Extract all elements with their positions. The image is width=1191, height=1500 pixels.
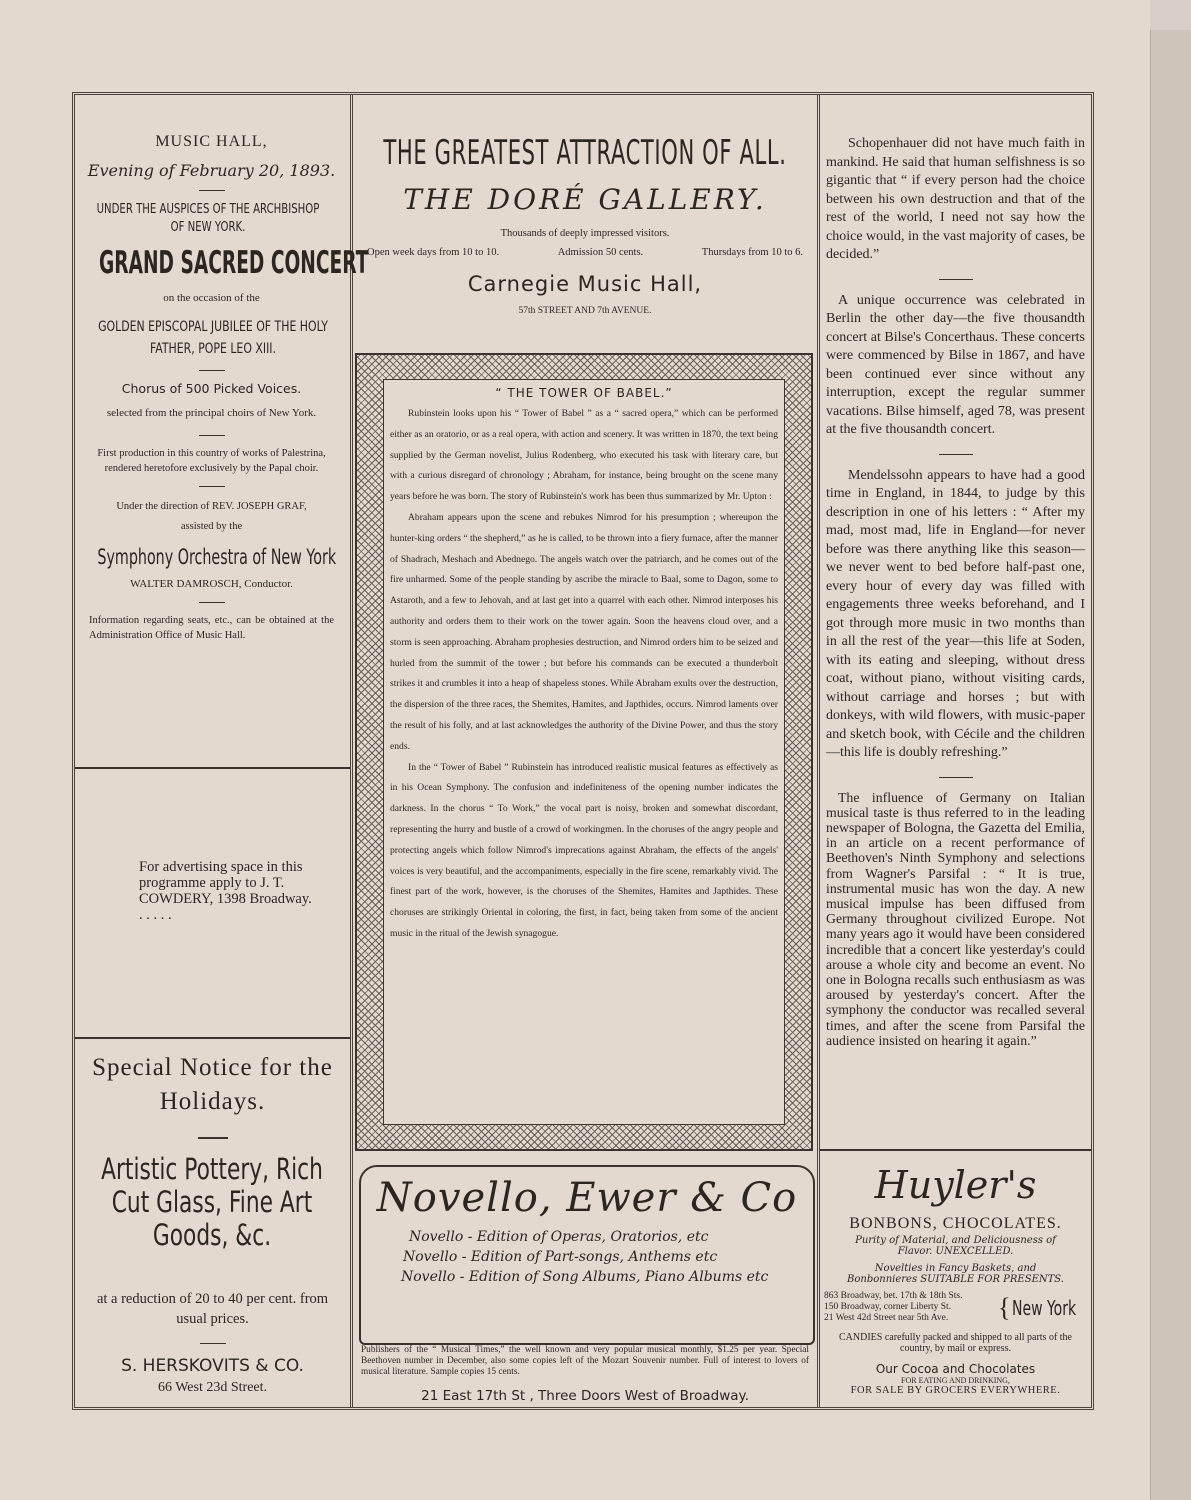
orchestra: Symphony Orchestra of New York: [97, 545, 337, 569]
advertising-notice: For advertising space in this programme apply to J. T. COWDERY, 1398 Broadway. . . . . .: [139, 859, 312, 923]
huyler-candies: CANDIES carefully packed and shipped to all parts of the country, by mail or express.: [839, 1332, 1072, 1354]
tower-paragraph-3: In the “ Tower of Babel ” Rubinstein has introduced realistic musical features as effectively as in his Ocean Symphony. The confusion and indefiniteness of the opening number indicates the darkness. In the chorus “ To Work,” the vocal part is noisy, broken and somewhat discordant, representing the hurry and bustle of a crowd of workingmen. In the choruses of the angry people and protecting angels which follow Nimrod's imprecations against Abraham, the effects of the angels' voices is very beautiful, and the accompaniments, especially in the fire scene, remarkably vivid. The finest part of the work, however, is the choruses of the Shemites, Hamites and Japthides. These choruses are strikingly Oriental in coloring, the first, in fact, being taken from some of the ancient music in the ritual of the Jewish synagogue.: [390, 761, 778, 939]
novello-line-3: Novello - Edition of Song Albums, Piano Albums etc: [401, 1269, 769, 1285]
dore-visitors: Thousands of deeply impressed visitors.: [500, 228, 670, 239]
occasion: on the occasion of the: [163, 292, 260, 304]
dore-gallery: THE DORÉ GALLERY.: [403, 183, 767, 216]
chorus: Chorus of 500 Picked Voices.: [121, 381, 302, 396]
huyler-city: New York: [1012, 1295, 1077, 1320]
pottery-ad: Artistic Pottery, Rich Cut Glass, Fine Art Goods, &c.: [101, 1152, 323, 1252]
novello-ad: [359, 1165, 815, 1345]
tower-title: “ THE TOWER OF BABEL.”: [495, 386, 673, 400]
first-production: First production in this country of works of Palestrina, rendered heretofore exclusively by the Papal choir.: [97, 448, 326, 474]
information: Information regarding seats, etc., can be obtained at the Administration Office of Music Hall.: [89, 615, 334, 641]
herskovits-address: 66 West 23d Street.: [157, 1380, 268, 1395]
herskovits: S. HERSKOVITS & CO.: [121, 1356, 304, 1376]
novello-name: Novello, Ewer & Co: [376, 1175, 798, 1221]
left-column: [75, 95, 369, 1407]
dore-admission: Admission 50 cents.: [557, 247, 644, 258]
page-frame: [72, 92, 1094, 1410]
dore-hours: Open week days from 10 to 10.: [367, 247, 500, 258]
concert-date: Evening of February 20, 1893.: [87, 161, 336, 180]
direction: Under the direction of REV. JOSEPH GRAF, assisted by the: [116, 501, 307, 532]
next-page-edge: [1150, 30, 1191, 1500]
mendelssohn: Mendelssohn appears to have had a good time in England, in 1844, to judge by this description in one of his letters : “ After my mad, most mad, life in England—for never before was there anything like this season—we never went to bed before half-past one, every hour of every day was filled with engagements three weeks beforehand, and I got through more music in two months than in all the rest of the year—this life at Soden, with its eating and sleeping, without dress coat, without piano, without visiting cards, without carriage and horses ; but with donkeys, with wild flowers, with music-paper and sketch book, with Cécile and the children—this life is doubly refreshing.”: [826, 467, 1085, 760]
bilse-concert: A unique occurrence was celebrated in Berlin the other day—the five thousandth concert at Bilse's Concerthaus. These concerts were commenced by Bilse in 1867, and have been continued ever since without any interruption, except the regular summer vacations. Bilse himself, aged 78, was present at the five thousandth concert.: [826, 292, 1085, 437]
germany-italy: The influence of Germany on Italian musical taste is thus referred to in the leading newspaper of Bologna, the Gazetta del Emilia, in an article on a recent performance of Beethoven's Ninth Symphony and selections from Wagner's Parsifal : “ It is true, instrumental music has won the day. A new musical impulse has been diffused from Germany throughout civilized Europe. Not many years ago it would have been considered incredible that a concert like yesterday's could arouse a whole city and become an event. No one in Bologna recalls such enthusiasm as was aroused by yesterday's concert. After the symphony the conductor was recalled several times, and after the scene from Parsifal the audience insisted on hearing it again.”: [826, 789, 1085, 1048]
tower-paragraph-1: Rubinstein looks upon his “ Tower of Babel ” as a “ sacred opera,” which can be performed either as an oratorio, or as a real opera, with action and scenery. It was written in 1870, the text being supplied by the German novelist, Julius Rodenberg, who executed his task with literary care, but with a curious disregard of chronology ; Abraham, for instance, being brought on the scene many years before he was born. The story of Rubinstein's work has been thus summarized by Mr. Upton :: [390, 408, 778, 503]
novello-address: 21 East 17th St , Three Doors West of Broadway.: [421, 1388, 749, 1404]
venue: MUSIC HALL,: [155, 133, 268, 150]
novello-line-1: Novello - Edition of Operas, Oratorios, etc: [409, 1229, 709, 1245]
tower-of-babel-box: [355, 353, 813, 1151]
center-column: [353, 95, 817, 1407]
concert-title: GRAND SACRED CONCERT: [98, 245, 369, 281]
choirs: selected from the principal choirs of New York.: [106, 407, 317, 419]
dore-thursdays: Thursdays from 10 to 6.: [701, 247, 803, 258]
carnegie-hall: Carnegie Music Hall,: [467, 272, 703, 296]
holiday-notice: Special Notice for the Holidays.: [92, 1054, 333, 1115]
carnegie-street: 57th STREET AND 7th AVENUE.: [518, 306, 652, 316]
novello-line-2: Novello - Edition of Part-songs, Anthems etc: [403, 1249, 718, 1265]
auspices: UNDER THE AUSPICES OF THE ARCHBISHOP OF NEW YORK.: [96, 202, 320, 235]
right-column: Schopenhauer did not have much faith in mankind. He said that human selfishness is so gigantic that “ if every person had the choice between his own destruction and that of the rest of the world, I need not say how the choice would, in the vast majority of cases, be decided.” A unique occurrence was celebrated in Berlin the other day—the five thousandth concert at Bilse's Concerthaus. These concerts were commenced by Bilse in 1867, and have been continued ever since without any interruption, except the regular summer vacations. Bilse himself, aged 78, was present at the five thousandth concert. Mendelssohn appears to have had a good time in England, in 1844, to judge by this description in one of his letters : “ After my mad, most mad, life in England—for never before was there anything like this season—we never went to bed before half-past one, every hour of every day was filled with engagements three weeks beforehand, and I got through more music in two months than in all the rest of the year—this life at Soden, with its eating and sleeping, without dress coat, without piano, without visiting cards, without carriage and horses ; but with donkeys, with wild flowers, with music-paper and sketch book, with Cécile and the children—this life is doubly refreshing.” The influence of Germany on Italian musical taste is thus referred to in the leading newspaper of Bologna, the Gazetta del Emilia, in an article on a recent performance of Beethoven's Ninth Symphony and selections from Wagner's Parsifal : “ It is true, instrumental music has won the day. A new musical impulse has been diffused from Germany throughout civilized Europe. Not many years ago it would have been considered incredible that a concert like yesterday's could arouse a whole city and become an event. No one in Bologna recalls such enthusiasm as was aroused by yesterday's concert. After the symphony the conductor was recalled several times, and after the scene from Parsifal the audience insisted on hearing it again.” Huyler's BONBONS, CHOCOLATES. Purity of Material, and Deliciousness of Flavor. UNEXCELLED. Novelties in Fancy Baskets, and Bonbonnieres SUITABLE FOR PRESENTS. 863 Broadway, bet. 17th & 18th Sts. 150 Broadway, corner Liberty St. 21 West 42d Street near 5th Ave. { New York CANDIES carefully packed and shipped to all parts of the country, by mail or express. Our Cocoa and Chocolates FOR EATING AND DRINKING, FOR SALE BY GROCERS EVERYWHERE.: [817, 95, 1091, 1407]
huyler-cocoa: Our Cocoa and Chocolates: [875, 1362, 1036, 1376]
huyler-novelties: Novelties in Fancy Baskets, and Bonbonnieres SUITABLE FOR PRESENTS.: [847, 1263, 1064, 1285]
huyler-sale: FOR SALE BY GROCERS EVERYWHERE.: [850, 1385, 1061, 1396]
huyler-address-3: 21 West 42d Street near 5th Ave.: [824, 1313, 949, 1323]
huyler-address-1: 863 Broadway, bet. 17th & 18th Sts.: [824, 1291, 963, 1301]
huyler-logo: Huyler's: [874, 1163, 1037, 1207]
conductor: WALTER DAMROSCH, Conductor.: [130, 578, 293, 590]
dore-headline: THE GREATEST ATTRACTION OF ALL.: [383, 133, 787, 173]
tower-paragraph-2: Abraham appears upon the scene and rebukes Nimrod for his presumption ; whereupon the hunter-king orders “ the shepherd,” as he is called, to be thrown into a fiery furnace, after the manner of Shadrach, Meshach and Abednego. The angels watch over the patriarch, and he comes out of the fire unharmed. Some of the people standing by ascribe the miracle to Baal, some to Dagon, some to Astaroth, and a few to Jehovah, and at last get into a quarrel with each other. Nimrod interposes his authority and orders them to their work on the tower again. Soon the heavens cloud over, and a storm is seen approaching. Abraham prophesies destruction, and Nimrod orders him to be seized and hurled from the summit of the tower ; but before his commands can be executed a thunderbolt strikes it and crumbles it into a heap of shapeless stones. While Abraham exults over the destruction, the dispersion of the three races, the Shemites, Hamites, and Japthides, occurs. Nimrod laments over the result of his folly, and at last acknowledges the authority of the Divine Power, and thus the story ends.: [390, 511, 778, 752]
huyler-address-2: 150 Broadway, corner Liberty St.: [824, 1302, 952, 1312]
jubilee: GOLDEN EPISCOPAL JUBILEE OF THE HOLY FATHER, POPE LEO XIII.: [98, 319, 328, 357]
huyler-purity: Purity of Material, and Deliciousness of Flavor. UNEXCELLED.: [855, 1235, 1056, 1257]
novello-publishers: Publishers of the “ Musical Times,” the well known and very popular musical monthly, $1.25 per year. Special Beethoven number in December, also some copies left of the Mozart Souvenir number. Full of interest to lovers of musical literature. Sample copies 15 cents.: [361, 1345, 809, 1377]
reduction: at a reduction of 20 to 40 per cent. from usual prices.: [96, 1291, 329, 1327]
huyler-cocoa-sub: FOR EATING AND DRINKING,: [901, 1376, 1010, 1385]
huyler-bonbons: BONBONS, CHOCOLATES.: [849, 1215, 1062, 1232]
schopenhauer: Schopenhauer did not have much faith in mankind. He said that human selfishness is so gigantic that “ if every person had the choice between his own destruction and that of the rest of the world, I need not say how the choice would, in the vast majority of cases, be decided.”: [826, 136, 1085, 262]
